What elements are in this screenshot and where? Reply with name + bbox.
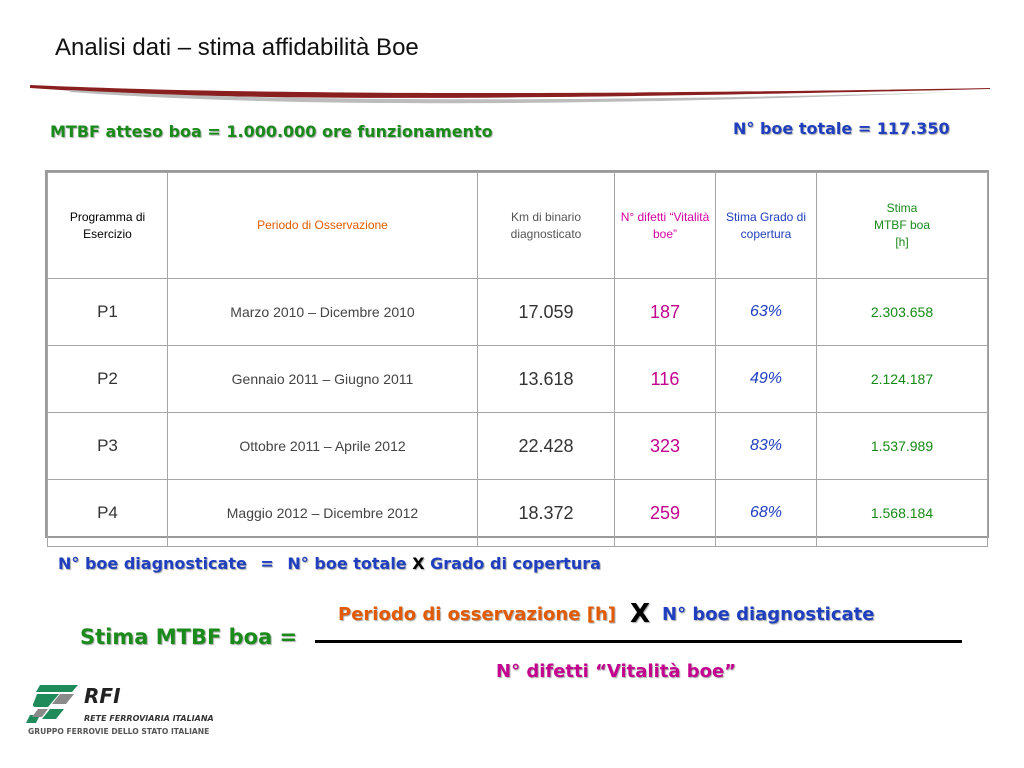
- header-mtbf-line3: [h]: [895, 235, 909, 249]
- cell-difetti: 259: [615, 480, 716, 547]
- cell-periodo: Maggio 2012 – Dicembre 2012: [168, 480, 478, 547]
- title-underline: [30, 80, 990, 104]
- cell-difetti: 116: [615, 346, 716, 413]
- rfi-logo: [26, 683, 226, 743]
- numerator-times: X: [629, 599, 651, 629]
- header-difetti: N° difetti “Vitalità boe”: [615, 173, 716, 279]
- coverage-equals: =: [260, 554, 274, 573]
- header-km: Km di binario diagnosticato: [478, 173, 615, 279]
- numerator-boe: N° boe diagnosticate: [662, 604, 875, 625]
- cell-mtbf: 2.303.658: [817, 279, 988, 346]
- cell-periodo: Ottobre 2011 – Aprile 2012: [168, 413, 478, 480]
- cell-mtbf: 1.568.184: [817, 480, 988, 547]
- page-title: Analisi dati – stima affidabilità Boe: [55, 34, 419, 61]
- coverage-rhs-term: N° boe totale: [287, 554, 407, 573]
- mtbf-formula-denominator: N° difetti “Vitalità boe”: [496, 661, 737, 682]
- cell-km: 17.059: [478, 279, 615, 346]
- coverage-lhs: N° boe diagnosticate: [58, 554, 247, 573]
- cell-km: 22.428: [478, 413, 615, 480]
- mtbf-expected-note: MTBF atteso boa = 1.000.000 ore funzionamento: [50, 122, 493, 141]
- cell-km: 13.618: [478, 346, 615, 413]
- cell-periodo: Gennaio 2011 – Giugno 2011: [168, 346, 478, 413]
- boe-total-note: N° boe totale = 117.350: [733, 119, 950, 138]
- fraction-line: [315, 640, 962, 643]
- table-row: [48, 480, 988, 547]
- rfi-logo-group: GRUPPO FERROVIE DELLO STATO ITALIANE: [28, 727, 210, 736]
- cell-periodo: Marzo 2010 – Dicembre 2010: [168, 279, 478, 346]
- header-mtbf-line1: Stima: [886, 201, 918, 215]
- coverage-formula: [58, 554, 601, 573]
- coverage-rhs-factor: Grado di copertura: [430, 554, 601, 573]
- data-table: [47, 172, 988, 547]
- header-programma: Programma di Esercizio: [48, 173, 168, 279]
- table-header-row: [48, 173, 988, 279]
- cell-programma: P1: [48, 279, 168, 346]
- cell-grado: 83%: [716, 413, 817, 480]
- cell-programma: P3: [48, 413, 168, 480]
- rfi-logo-mark: [26, 683, 86, 727]
- cell-grado: 49%: [716, 346, 817, 413]
- cell-grado: 63%: [716, 279, 817, 346]
- mtbf-formula-label: Stima MTBF boa =: [80, 625, 298, 649]
- header-mtbf-line2: MTBF boa: [873, 218, 930, 232]
- cell-mtbf: 2.124.187: [817, 346, 988, 413]
- numerator-period: Periodo di osservazione [h]: [338, 604, 616, 625]
- cell-difetti: 187: [615, 279, 716, 346]
- table-row: [48, 346, 988, 413]
- rfi-logo-brand: RFI: [84, 684, 121, 708]
- cell-mtbf: 1.537.989: [817, 413, 988, 480]
- rfi-logo-subtitle: RETE FERROVIARIA ITALIANA: [84, 714, 214, 723]
- header-mtbf: [817, 173, 988, 279]
- coverage-times: X: [412, 554, 425, 573]
- table-row: [48, 279, 988, 346]
- cell-programma: P2: [48, 346, 168, 413]
- header-grado: Stima Grado di copertura: [716, 173, 817, 279]
- cell-programma: P4: [48, 480, 168, 547]
- cell-grado: 68%: [716, 480, 817, 547]
- cell-difetti: 323: [615, 413, 716, 480]
- data-table-frame: [45, 170, 989, 538]
- cell-km: 18.372: [478, 480, 615, 547]
- mtbf-formula-numerator: [338, 597, 874, 627]
- header-periodo: Periodo di Osservazione: [168, 173, 478, 279]
- table-row: [48, 413, 988, 480]
